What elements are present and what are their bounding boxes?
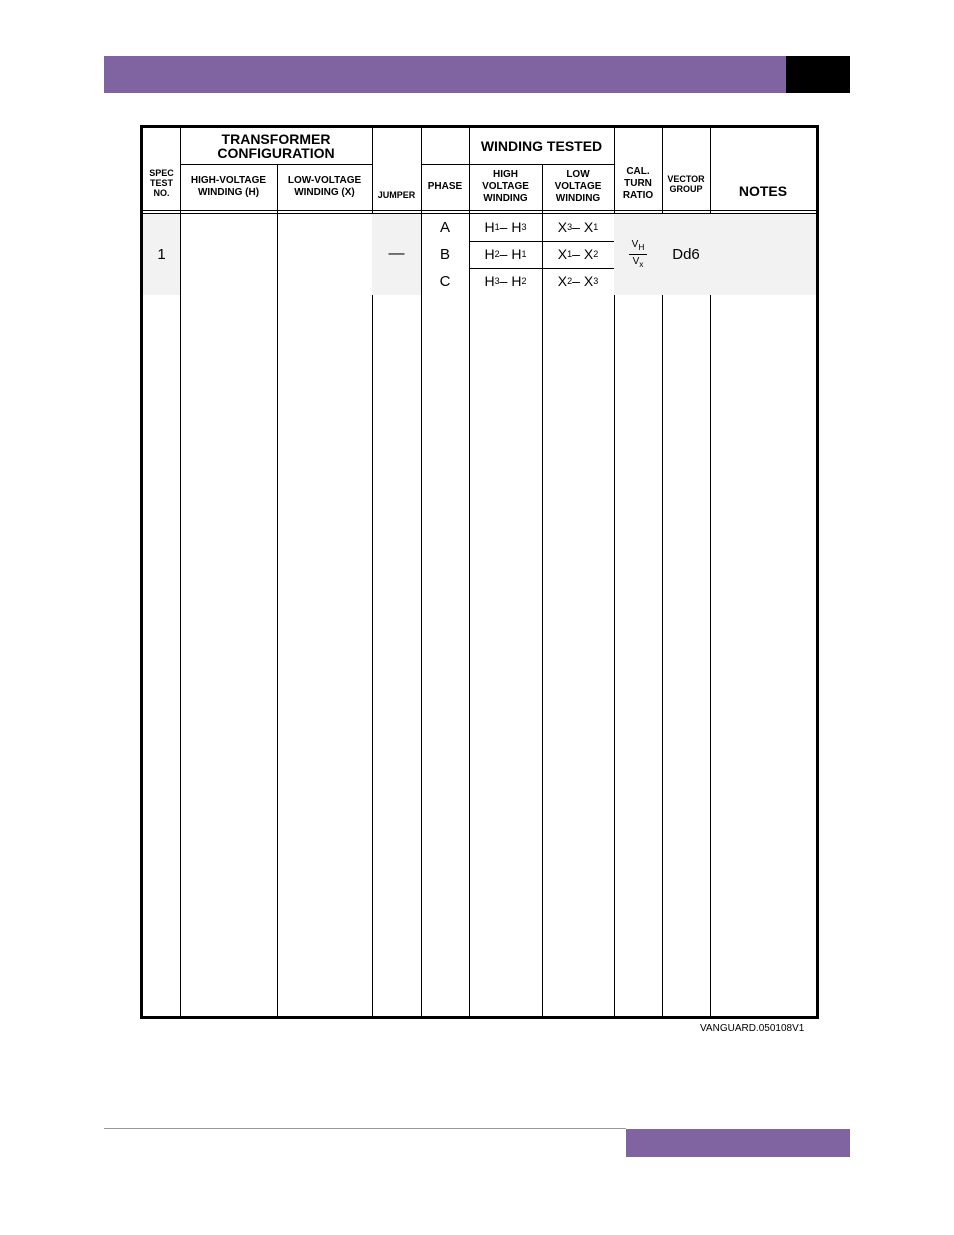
col-lv-tested-header: LOW VOLTAGE WINDING (554, 169, 602, 204)
phase-label: C (439, 272, 451, 290)
col-vector-header: VECTOR GROUP (667, 174, 705, 194)
col-lv-header: LOW-VOLTAGE WINDING (X) (287, 175, 362, 198)
lv-winding-tested: X 2 – X 3 (557, 273, 599, 290)
notes (710, 214, 816, 295)
document-code: VANGUARD.050108V1 (700, 1023, 805, 1034)
column-rule (277, 164, 278, 1016)
phase-label: B (439, 245, 450, 263)
header-bar (104, 56, 786, 93)
col-spec-header: SPEC TEST NO. (149, 168, 174, 198)
col-ratio-header: CAL. TURN RATIO (622, 166, 654, 201)
ratio-denominator: $V_x$ (632, 255, 644, 269)
col-phase-header: PHASE (427, 181, 463, 192)
ratio-numerator: $V_H$ (629, 239, 648, 255)
col-config-header: TRANSFORMER CONFIGURATION (217, 131, 335, 161)
header-page-box (786, 56, 850, 93)
col-jumper-header: JUMPER (377, 190, 416, 200)
col-hv-tested-header: HIGH VOLTAGE WINDING (482, 169, 529, 204)
vector-group-table (140, 125, 819, 1019)
header-rule (421, 164, 614, 165)
turn-ratio (614, 214, 662, 295)
spec-test-no: 1 (157, 245, 166, 263)
lv-winding-tested: X 3 – X 1 (557, 219, 599, 236)
hv-delta-diagram (181, 214, 277, 294)
phase-label: A (439, 218, 450, 236)
col-notes-header: NOTES (738, 183, 788, 199)
hv-winding-tested: H 3 – H 2 (484, 273, 527, 290)
col-winding-tested-header: WINDING TESTED (480, 138, 603, 154)
lv-winding-tested: X 1 – X 2 (557, 246, 599, 263)
jumper-value: — (388, 245, 405, 263)
header-bottom-rule (143, 210, 816, 211)
header-rule (180, 164, 372, 165)
hv-winding-tested: H 1 – H 3 (484, 219, 527, 236)
vector-group: Dd6 (672, 245, 700, 263)
col-hv-header: HIGH-VOLTAGE WINDING (H) (190, 175, 267, 198)
hv-winding-tested: H 2 – H 1 (484, 246, 527, 263)
footer-bar (626, 1129, 850, 1157)
footer-rule (104, 1128, 626, 1129)
